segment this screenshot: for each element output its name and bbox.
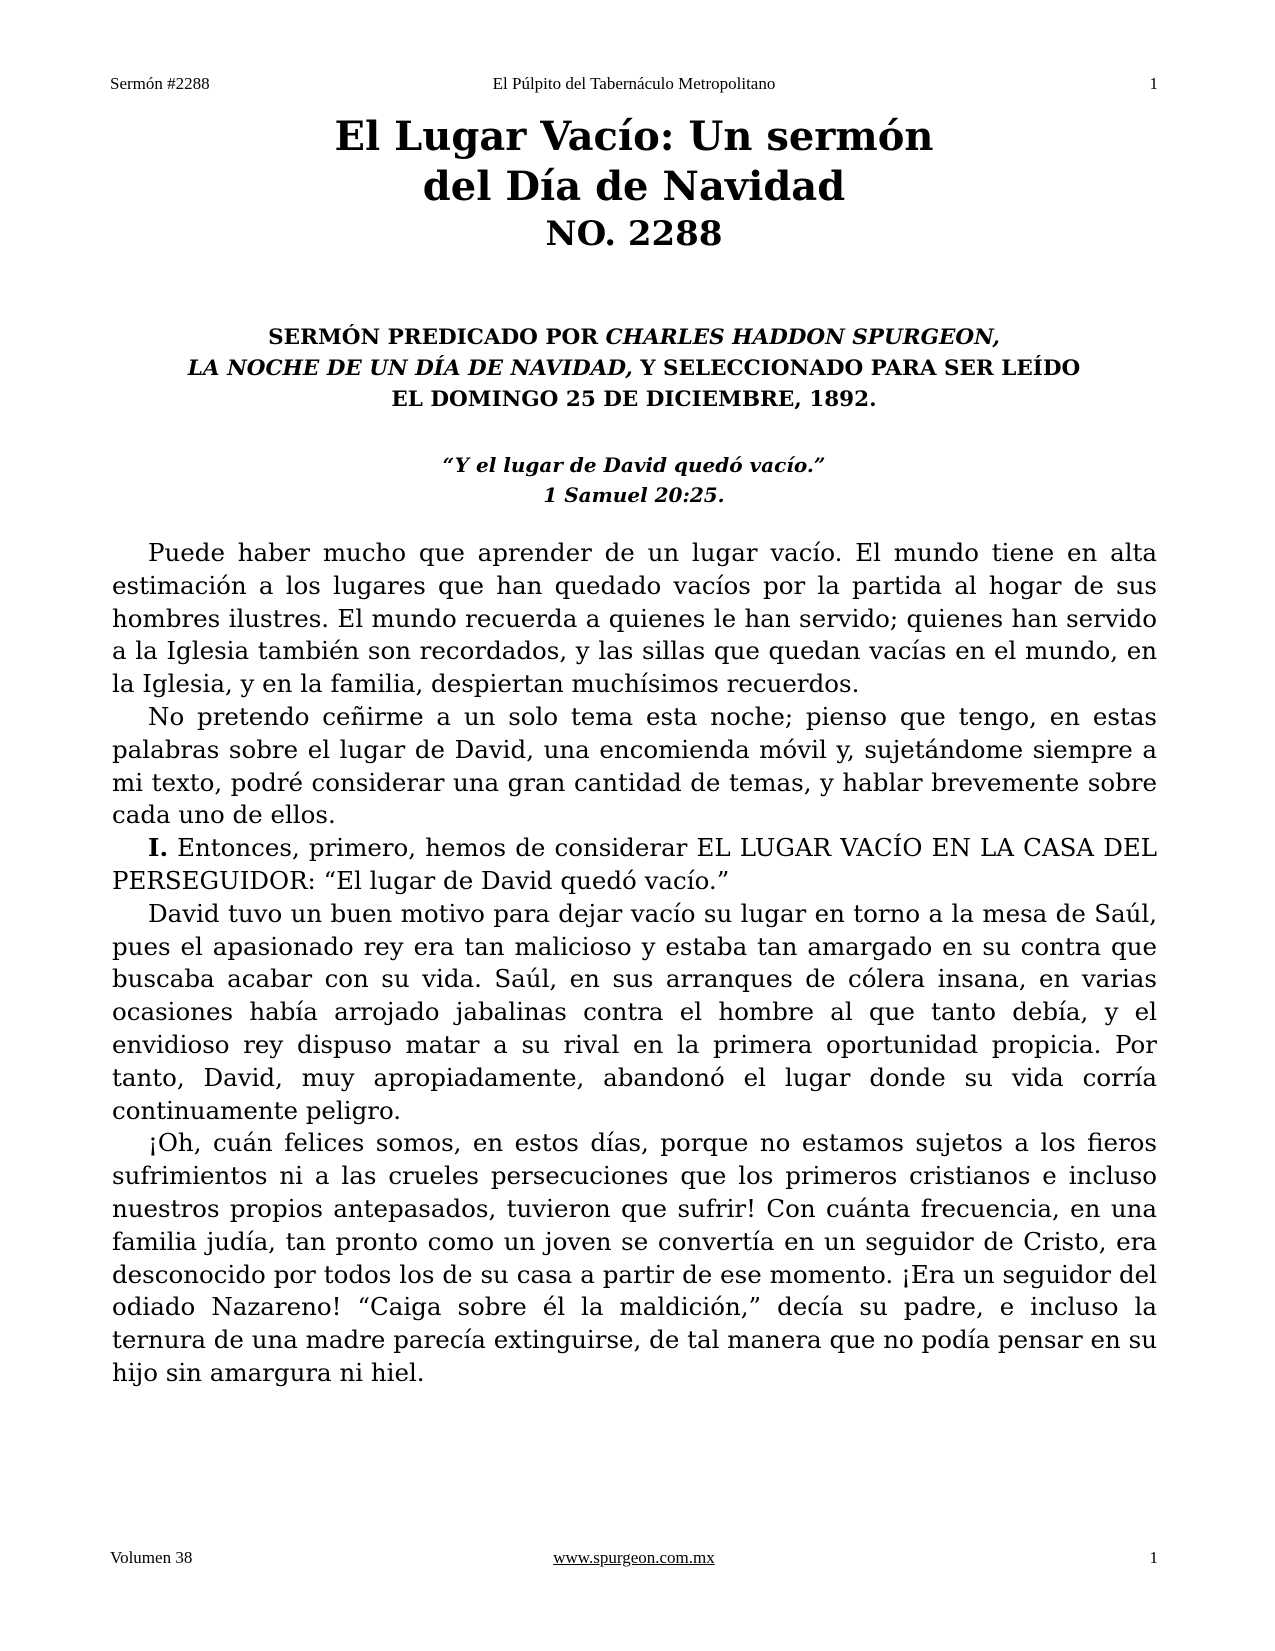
publication-title-header: El Púlpito del Tabernáculo Metropolitano bbox=[492, 74, 776, 93]
website-footer bbox=[110, 1548, 1158, 1568]
sermon-byline bbox=[110, 322, 1158, 415]
scripture-quote: “Y el lugar de David quedó vacío.” bbox=[442, 453, 826, 477]
paragraph bbox=[112, 832, 1157, 898]
page-number-footer: 1 bbox=[1149, 1548, 1158, 1567]
title-line-1: El Lugar Vacío: Un sermón bbox=[334, 113, 934, 160]
title-line-2: del Día de Navidad bbox=[422, 163, 846, 210]
website-link[interactable]: www.spurgeon.com.mx bbox=[553, 1548, 715, 1567]
paragraph: David tuvo un buen motivo para dejar vacío su lugar en torno a la mesa de Saúl, pues el apasionado rey era tan malicioso y estaba tan amargado en su contra que buscaba acabar con su vida. Saúl, en sus arranques de cólera insana, en varias ocasiones había arrojado jabalinas contra el hombre al que tanto debía, y el envidioso rey dispuso matar a su rival en la primera oportunidad propicia. Por tanto, David, muy apropiadamente, abandonó el lugar donde su vida corría continuamente peligro. bbox=[112, 898, 1157, 1125]
author-name: CHARLES HADDON SPURGEON, bbox=[605, 325, 1000, 350]
sermon-number-header: Sermón #2288 bbox=[110, 74, 210, 93]
section-numeral: I. bbox=[148, 833, 168, 863]
byline-suffix: Y SELECCIONADO PARA SER LEÍDO bbox=[632, 356, 1081, 381]
running-footer bbox=[110, 1548, 1158, 1572]
byline-line-2 bbox=[110, 353, 1158, 384]
running-header bbox=[110, 74, 1158, 98]
section-intro-text: Entonces, primero, hemos de considerar EL LUGAR VACÍO EN LA CASA DEL PERSEGUIDOR: “El lugar de David quedó vacío.” bbox=[112, 833, 1157, 895]
scripture-text bbox=[110, 450, 1158, 510]
sermon-body bbox=[112, 537, 1157, 1390]
sermon-number-title: NO. 2288 bbox=[545, 214, 723, 254]
paragraph: No pretendo ceñirme a un solo tema esta noche; pienso que tengo, en estas palabras sobre el lugar de David, una encomienda móvil y, sujetándome siempre a mi texto, podré considerar una gran cantidad de temas, y hablar brevemente sobre cada uno de ellos. bbox=[112, 701, 1157, 830]
byline-line-3: EL DOMINGO 25 DE DICIEMBRE, 1892. bbox=[391, 387, 877, 412]
scripture-reference: 1 Samuel 20:25. bbox=[543, 483, 725, 507]
byline-line-1 bbox=[110, 322, 1158, 353]
occasion: LA NOCHE DE UN DÍA DE NAVIDAD, bbox=[187, 356, 633, 381]
page-number-header: 1 bbox=[1149, 74, 1158, 93]
byline-prefix: SERMÓN PREDICADO POR bbox=[268, 325, 606, 350]
sermon-title bbox=[110, 112, 1158, 256]
paragraph: ¡Oh, cuán felices somos, en estos días, porque no estamos sujetos a los fieros sufrimientos ni a las crueles persecuciones que los primeros cristianos e incluso nuestros propios antepasados, tuvieron que sufrir! Con cuánta frecuencia, en una familia judía, tan pronto como un joven se convertía en un seguidor de Cristo, era desconocido por todos los de su casa a partir de ese momento. ¡Era un seguidor del odiado Nazareno! “Caiga sobre él la maldición,” decía su padre, e incluso la ternura de una madre parecía extinguirse, de tal manera que no podía pensar en su hijo sin amargura ni hiel. bbox=[112, 1128, 1157, 1387]
volume-footer: Volumen 38 bbox=[110, 1548, 193, 1567]
paragraph: Puede haber mucho que aprender de un lugar vacío. El mundo tiene en alta estimación a los lugares que han quedado vacíos por la partida al hogar de sus hombres ilustres. El mundo recuerda a quienes le han servido; quienes han servido a la Iglesia también son recordados, y las sillas que quedan vacías en el mundo, en la Iglesia, y en la familia, despiertan muchísimos recuerdos. bbox=[112, 538, 1157, 699]
